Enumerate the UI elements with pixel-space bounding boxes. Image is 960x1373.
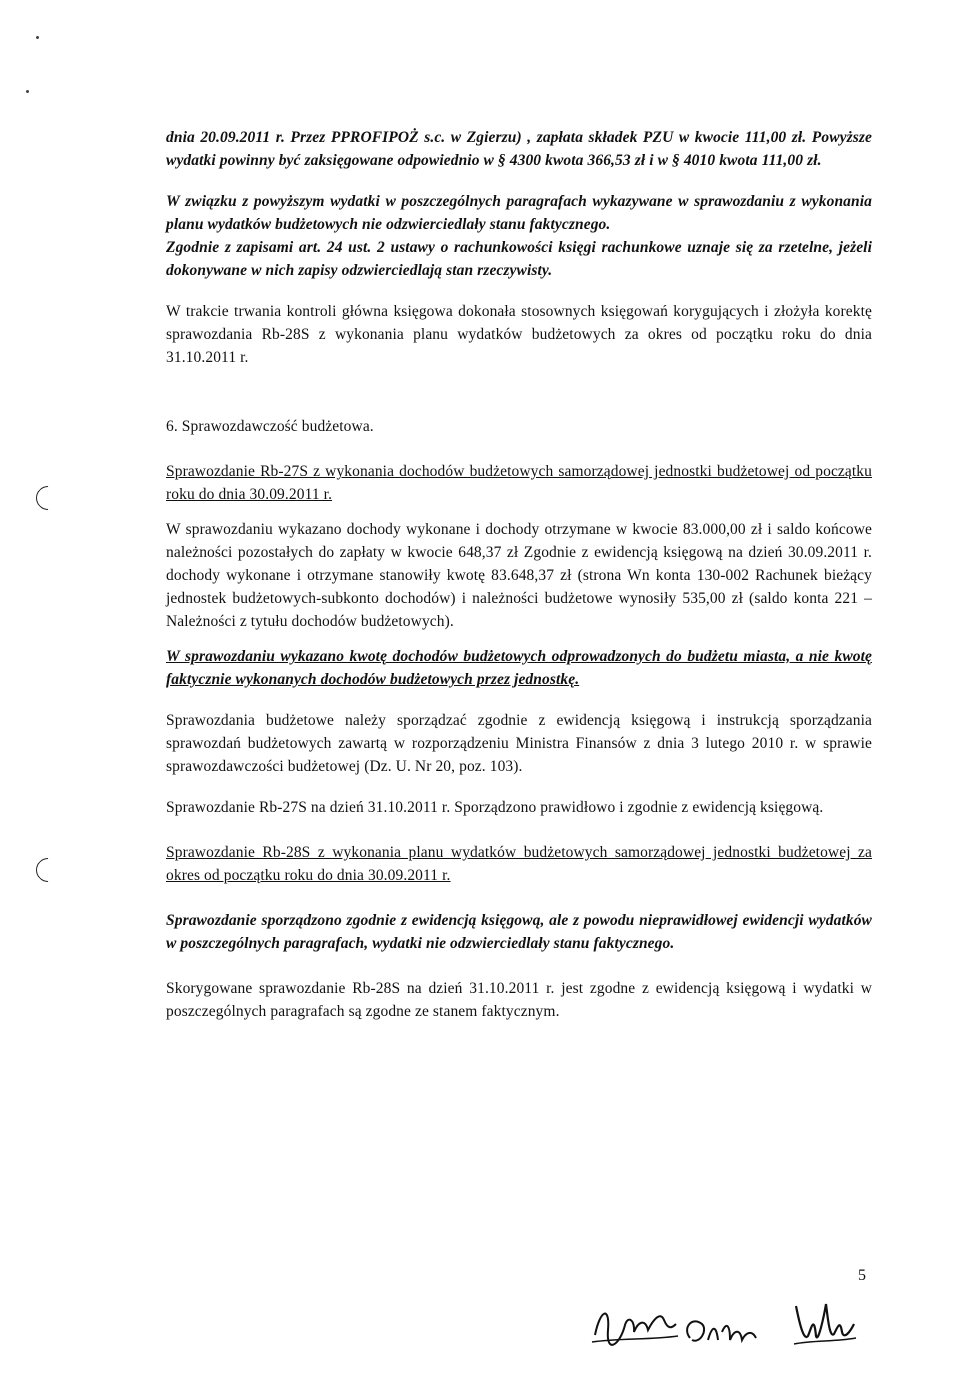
signature-1 bbox=[590, 1300, 680, 1350]
subheading-rb27s: Sprawozdanie Rb-27S z wykonania dochodów budżetowych samorządowej jednostki budżetowej od początku roku do dnia 30.09.2011 r. bbox=[166, 463, 872, 503]
paragraph-corrected-report: Skorygowane sprawozdanie Rb-28S na dzień 31.10.2011 r. jest zgodne z ewidencją księgową i wydatki w poszczególnych paragrafach są zgodne ze stanem faktycznym. bbox=[166, 980, 872, 1020]
punch-hole-bottom bbox=[31, 853, 65, 887]
paragraph-continued-expenses: dnia 20.09.2011 r. Przez PPROFIPOŻ s.c. w Zgierzu) , zapłata składek PZU w kwocie 111,00 zł. Powyższe wydatki powinny być zaksięgowane odpowiednio w § 4300 kwota 366,53 zł i w § 4010 kwota 111,00 zł. bbox=[166, 129, 872, 169]
scan-speck bbox=[36, 36, 39, 39]
document-body bbox=[166, 126, 872, 1023]
paragraph-income-finding: W sprawozdaniu wykazano kwotę dochodów budżetowych odprowadzonych do budżetu miasta, a nie kwotę faktycznie wykonanych dochodów budżetowych przez jednostkę. bbox=[166, 648, 872, 688]
paragraph-rb27s-october: Sprawozdanie Rb-27S na dzień 31.10.2011 r. Sporządzono prawidłowo i zgodnie z ewidencją księgową. bbox=[166, 799, 824, 816]
paragraph-reporting-rules: Sprawozdania budżetowe należy sporządzać zgodnie z ewidencją księgową i instrukcją sporządzania sprawozdań budżetowych zawartą w rozporządzeniu Ministra Finansów z dnia 3 lutego 2010 r. w sprawie sprawozdawczości budżetowej (Dz. U. Nr 20, poz. 103). bbox=[166, 712, 872, 775]
signature-3 bbox=[790, 1296, 860, 1351]
scan-speck bbox=[26, 90, 29, 93]
paragraph-expense-finding: Sprawozdanie sporządzono zgodnie z ewidencją księgową, ale z powodu nieprawidłowej ewidencji wydatków w poszczególnych paragrafach, wydatki nie odzwierciedlały stanu faktycznego. bbox=[166, 912, 872, 952]
page-number: 5 bbox=[858, 1267, 866, 1284]
punch-hole-top bbox=[31, 481, 65, 515]
section-heading: 6. Sprawozdawczość budżetowa. bbox=[166, 418, 374, 435]
paragraph-consequence: W związku z powyższym wydatki w poszczególnych paragrafach wykazywane w sprawozdaniu z wykonania planu wydatków budżetowych nie odzwierciedlały stanu faktycznego. bbox=[166, 193, 872, 233]
signature-2 bbox=[680, 1310, 760, 1355]
subheading-rb28s: Sprawozdanie Rb-28S z wykonania planu wydatków budżetowych samorządowej jednostki budżetowej za okres od początku roku do dnia 30.09.2011 r. bbox=[166, 844, 872, 884]
paragraph-correction: W trakcie trwania kontroli główna księgowa dokonała stosownych księgowań korygujących i złożyła korektę sprawozdania Rb-28S z wykonania planu wydatków budżetowych za okres od początku roku do dnia 31.10.2011 r. bbox=[166, 303, 872, 366]
paragraph-legal-basis: Zgodnie z zapisami art. 24 ust. 2 ustawy o rachunkowości księgi rachunkowe uznaje się za rzetelne, jeżeli dokonywane w nich zapisy odzwierciedlają stan rzeczywisty. bbox=[166, 239, 872, 279]
paragraph-income-report: W sprawozdaniu wykazano dochody wykonane i dochody otrzymane w kwocie 83.000,00 zł i saldo końcowe należności pozostałych do zapłaty w kwocie 648,37 zł Zgodnie z ewidencją księgową na dzień 30.09.2011 r. dochody wykonane i otrzymane stanowiły kwotę 83.648,37 zł (strona Wn konta 130-002 Rachunek bieżący jednostek budżetowych-subkonto dochodów) i należności budżetowe wynosiły 535,00 zł (saldo konta 221 – Należności z tytułu dochodów budżetowych). bbox=[166, 521, 872, 630]
